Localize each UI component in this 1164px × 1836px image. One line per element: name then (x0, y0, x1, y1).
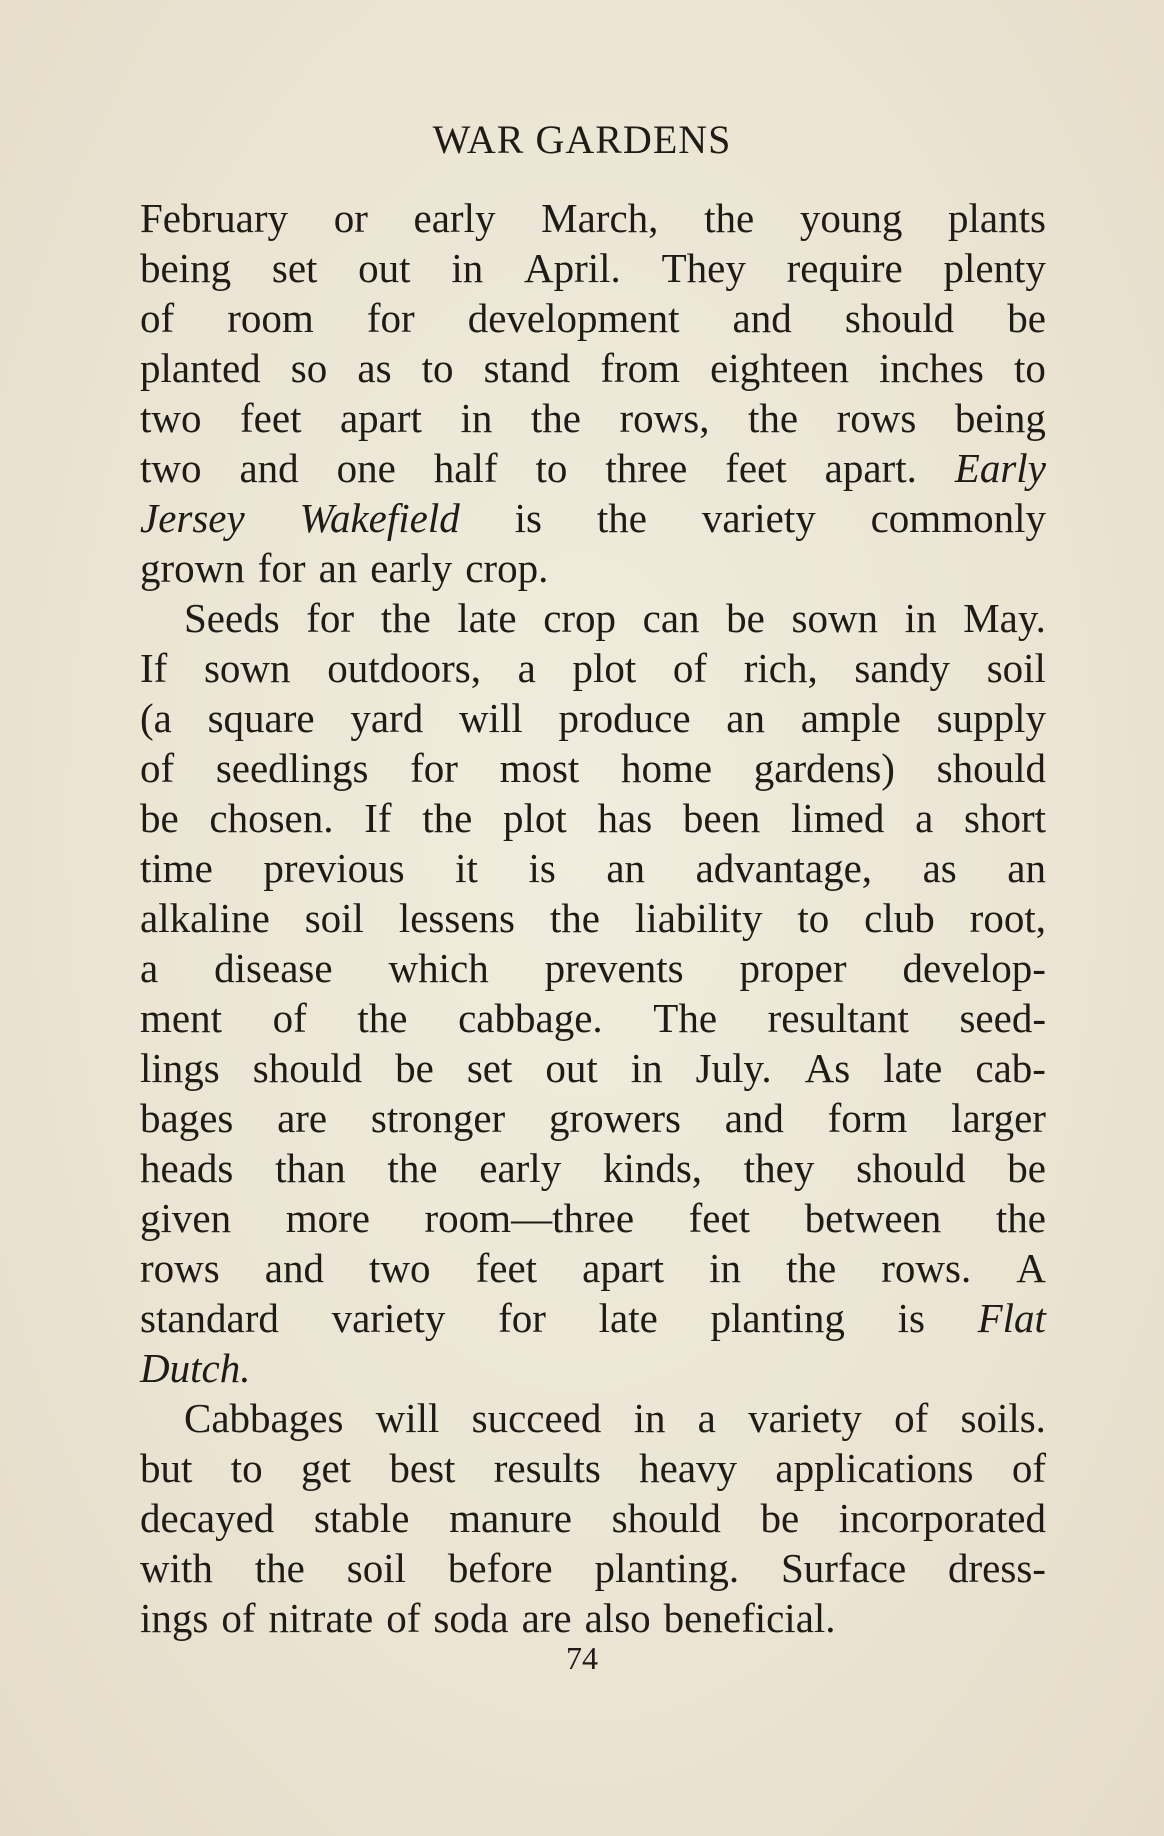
word: early (479, 1145, 562, 1191)
word: Cabbages (184, 1395, 344, 1441)
text-line (140, 943, 1046, 993)
word: in (633, 1395, 666, 1441)
word: also (584, 1595, 651, 1641)
word: Flat (977, 1295, 1046, 1341)
word: require (786, 245, 903, 291)
text-line (140, 843, 1046, 893)
text-line (140, 593, 1046, 643)
word: ment (140, 995, 222, 1041)
text-line (140, 1193, 1046, 1243)
word: Dutch. (140, 1345, 251, 1391)
word: As (804, 1045, 851, 1091)
word: heavy (639, 1445, 738, 1491)
word: produce (558, 695, 691, 741)
word: in (904, 595, 937, 641)
word: are (521, 1595, 572, 1641)
word: to (797, 895, 830, 941)
word: a (140, 945, 159, 991)
text-line (140, 243, 1046, 293)
word: than (275, 1145, 346, 1191)
word: the (786, 1245, 837, 1291)
word: which (388, 945, 489, 991)
word: more (285, 1195, 370, 1241)
text-line (140, 1143, 1046, 1193)
text-line (140, 993, 1046, 1043)
word: soil (304, 895, 364, 941)
word: apart (582, 1245, 665, 1291)
word: feet (725, 445, 787, 491)
word: resultant (767, 995, 909, 1041)
word: given (140, 1195, 232, 1241)
word: should (611, 1495, 721, 1541)
word: as (357, 345, 392, 391)
word: liability (634, 895, 763, 941)
word: out (358, 245, 411, 291)
word: has (597, 795, 653, 841)
word: from (600, 345, 681, 391)
word: being (954, 395, 1046, 441)
word: plants (948, 195, 1046, 241)
word: room—three (424, 1195, 635, 1241)
word: root, (969, 895, 1046, 941)
word: in (451, 245, 484, 291)
word: the (387, 1145, 438, 1191)
word: to (535, 445, 568, 491)
word: to (230, 1445, 263, 1491)
word: an (726, 695, 765, 741)
word: a (517, 645, 536, 691)
body-text (140, 193, 1046, 1643)
word: home (621, 745, 713, 791)
word: as (922, 845, 957, 891)
word: manure (449, 1495, 573, 1541)
word: get (300, 1445, 352, 1491)
word: room (227, 295, 314, 341)
word: February (140, 195, 289, 241)
word: the (357, 995, 408, 1041)
word: of (894, 1395, 929, 1441)
word: for (498, 1295, 546, 1341)
word: and (264, 1245, 324, 1291)
text-line (140, 393, 1046, 443)
word: set (466, 1045, 513, 1091)
word: can (642, 595, 700, 641)
word: early (370, 545, 453, 591)
text-line (140, 743, 1046, 793)
word: Wakefield (299, 495, 460, 541)
word: the (380, 595, 431, 641)
text-line (140, 1343, 1046, 1393)
word: for (366, 295, 415, 341)
word: of (140, 745, 175, 791)
word: set (271, 245, 318, 291)
word: stand (483, 345, 571, 391)
text-line (140, 1293, 1046, 1343)
word: gardens) (753, 745, 895, 791)
word: so (290, 345, 328, 391)
word: the (995, 1195, 1046, 1241)
word: apart. (824, 445, 917, 491)
text-line (140, 693, 1046, 743)
word: March, (541, 195, 659, 241)
word: feet (240, 395, 302, 441)
text-line (140, 1043, 1046, 1093)
word: outdoors, (327, 645, 481, 691)
text-line (140, 1443, 1046, 1493)
word: to (1013, 345, 1046, 391)
word: of (221, 1595, 256, 1641)
word: disease (214, 945, 333, 991)
word: late (883, 1045, 943, 1091)
word: A (1016, 1245, 1046, 1291)
text-line (140, 793, 1046, 843)
word: be (1007, 1145, 1046, 1191)
word: but (140, 1445, 193, 1491)
word: plot (572, 645, 637, 691)
word: one (336, 445, 396, 491)
word: a (697, 1395, 716, 1441)
word: soils. (960, 1395, 1046, 1441)
word: young (799, 195, 903, 241)
word: being (140, 245, 232, 291)
word: feet (475, 1245, 538, 1291)
word: out (545, 1045, 598, 1091)
text-line (140, 543, 1046, 593)
word: soda (433, 1595, 509, 1641)
word: are (277, 1095, 328, 1141)
word: rows. (881, 1245, 972, 1291)
word: seed- (959, 995, 1046, 1041)
word: crop (543, 595, 617, 641)
word: limed (791, 795, 885, 841)
word: cab- (975, 1045, 1046, 1091)
word: Seeds (184, 595, 280, 641)
text-line (140, 893, 1046, 943)
text-line (140, 1393, 1046, 1443)
text-line (140, 1243, 1046, 1293)
word: between (804, 1195, 942, 1241)
text-line (140, 293, 1046, 343)
word: and (239, 445, 299, 491)
word: of (386, 1595, 421, 1641)
word: advantage, (695, 845, 873, 891)
word: plot (503, 795, 567, 841)
word: May. (963, 595, 1046, 641)
word: the (596, 495, 647, 541)
word: variety (701, 495, 816, 541)
word: for (257, 545, 306, 591)
word: results (493, 1445, 601, 1491)
word: short (963, 795, 1046, 841)
word: best (389, 1445, 456, 1491)
word: lings (140, 1045, 220, 1091)
word: succeed (471, 1395, 602, 1441)
word: feet (688, 1195, 751, 1241)
word: rows, (619, 395, 710, 441)
word: bages (140, 1095, 234, 1141)
word: grown (140, 545, 245, 591)
word: standard (140, 1295, 279, 1341)
word: half (433, 445, 498, 491)
word: will (458, 695, 523, 741)
word: or (333, 195, 368, 241)
word: proper (739, 945, 847, 991)
word: previous (263, 845, 405, 891)
word: If (140, 645, 168, 691)
word: applications (775, 1445, 974, 1491)
word: seedlings (215, 745, 369, 791)
word: soil (346, 1545, 406, 1591)
word: be (726, 595, 765, 641)
word: Surface (780, 1545, 907, 1591)
word: is (514, 495, 542, 541)
word: should (936, 745, 1046, 791)
word: sown (791, 595, 879, 641)
word: late (457, 595, 517, 641)
word: development (467, 295, 680, 341)
word: (a (140, 695, 172, 741)
word: the (549, 895, 600, 941)
word: prevents (544, 945, 684, 991)
page-number: 74 (566, 1640, 598, 1676)
word: the (254, 1545, 305, 1591)
word: an (606, 845, 646, 891)
word: commonly (870, 495, 1046, 541)
word: early (413, 195, 496, 241)
word: kinds, (602, 1145, 703, 1191)
word: Jersey (140, 495, 245, 541)
text-line (140, 1093, 1046, 1143)
word: with (140, 1545, 213, 1591)
text-line (140, 643, 1046, 693)
word: larger (951, 1095, 1046, 1141)
text-line (140, 443, 1046, 493)
word: sandy (854, 645, 951, 691)
word: develop- (902, 945, 1046, 991)
word: of (672, 645, 708, 691)
word: two (140, 395, 202, 441)
word: an (318, 545, 358, 591)
word: dress- (948, 1545, 1046, 1591)
word: for (306, 595, 355, 641)
word: sown (203, 645, 291, 691)
text-line (140, 1593, 1046, 1643)
word: in (460, 395, 493, 441)
word: April. (524, 245, 621, 291)
word: incorporated (838, 1495, 1046, 1541)
word: form (827, 1095, 908, 1141)
running-head: WAR GARDENS (432, 117, 732, 162)
word: variety (331, 1295, 446, 1341)
word: be (760, 1495, 800, 1541)
word: variety (748, 1395, 862, 1441)
word: and (732, 295, 792, 341)
word: will (375, 1395, 440, 1441)
word: been (682, 795, 761, 841)
word: club (864, 895, 935, 941)
word: planting (710, 1295, 845, 1341)
word: Early (954, 445, 1046, 491)
word: two (140, 445, 202, 491)
word: decayed (140, 1495, 275, 1541)
word: is (897, 1295, 925, 1341)
word: stable (313, 1495, 410, 1541)
word: should (844, 295, 955, 341)
word: planted (140, 345, 261, 391)
word: nitrate (268, 1595, 374, 1641)
word: heads (140, 1145, 234, 1191)
word: rich, (743, 645, 818, 691)
word: of (140, 295, 175, 341)
text-line (140, 1493, 1046, 1543)
word: the (530, 395, 581, 441)
word: is (528, 845, 556, 891)
word: be (140, 795, 179, 841)
word: for (410, 745, 458, 791)
word: to (421, 345, 454, 391)
word: before (447, 1545, 553, 1591)
word: inches (879, 345, 984, 391)
word: it (455, 845, 478, 891)
word: should (252, 1045, 363, 1091)
word: ample (800, 695, 901, 741)
word: They (661, 245, 746, 291)
word: stronger (370, 1095, 506, 1141)
word: of (1011, 1445, 1046, 1491)
text-line (140, 343, 1046, 393)
word: time (140, 845, 213, 891)
word: apart (339, 395, 422, 441)
word: chosen. (209, 795, 334, 841)
word: an (1007, 845, 1046, 891)
word: the (704, 195, 755, 241)
word: yard (350, 695, 424, 741)
word: in (709, 1245, 742, 1291)
word: three (605, 445, 688, 491)
text-line (140, 493, 1046, 543)
word: rows (140, 1245, 220, 1291)
word: The (653, 995, 718, 1041)
word: cabbage. (458, 995, 603, 1041)
word: be (1007, 295, 1046, 341)
word: plenty (943, 245, 1046, 291)
word: be (395, 1045, 434, 1091)
word: supply (936, 695, 1046, 741)
word: two (369, 1245, 431, 1291)
text-line (140, 1543, 1046, 1593)
word: ings (140, 1595, 209, 1641)
word: eighteen (710, 345, 850, 391)
word: alkaline (140, 895, 270, 941)
word: If (364, 795, 392, 841)
word: of (272, 995, 307, 1041)
word: the (422, 795, 473, 841)
word: square (207, 695, 315, 741)
text-line (140, 193, 1046, 243)
word: rows (836, 395, 917, 441)
word: the (747, 395, 799, 441)
word: late (598, 1295, 658, 1341)
word: should (856, 1145, 966, 1191)
word: beneficial. (663, 1595, 836, 1641)
word: crop. (465, 545, 549, 591)
word: soil (986, 645, 1046, 691)
word: lessens (398, 895, 515, 941)
word: they (743, 1145, 815, 1191)
word: a (915, 795, 934, 841)
word: in (630, 1045, 663, 1091)
word: July. (695, 1045, 772, 1091)
word: planting. (594, 1545, 740, 1591)
word: most (499, 745, 580, 791)
word: and (724, 1095, 784, 1141)
word: growers (548, 1095, 682, 1141)
